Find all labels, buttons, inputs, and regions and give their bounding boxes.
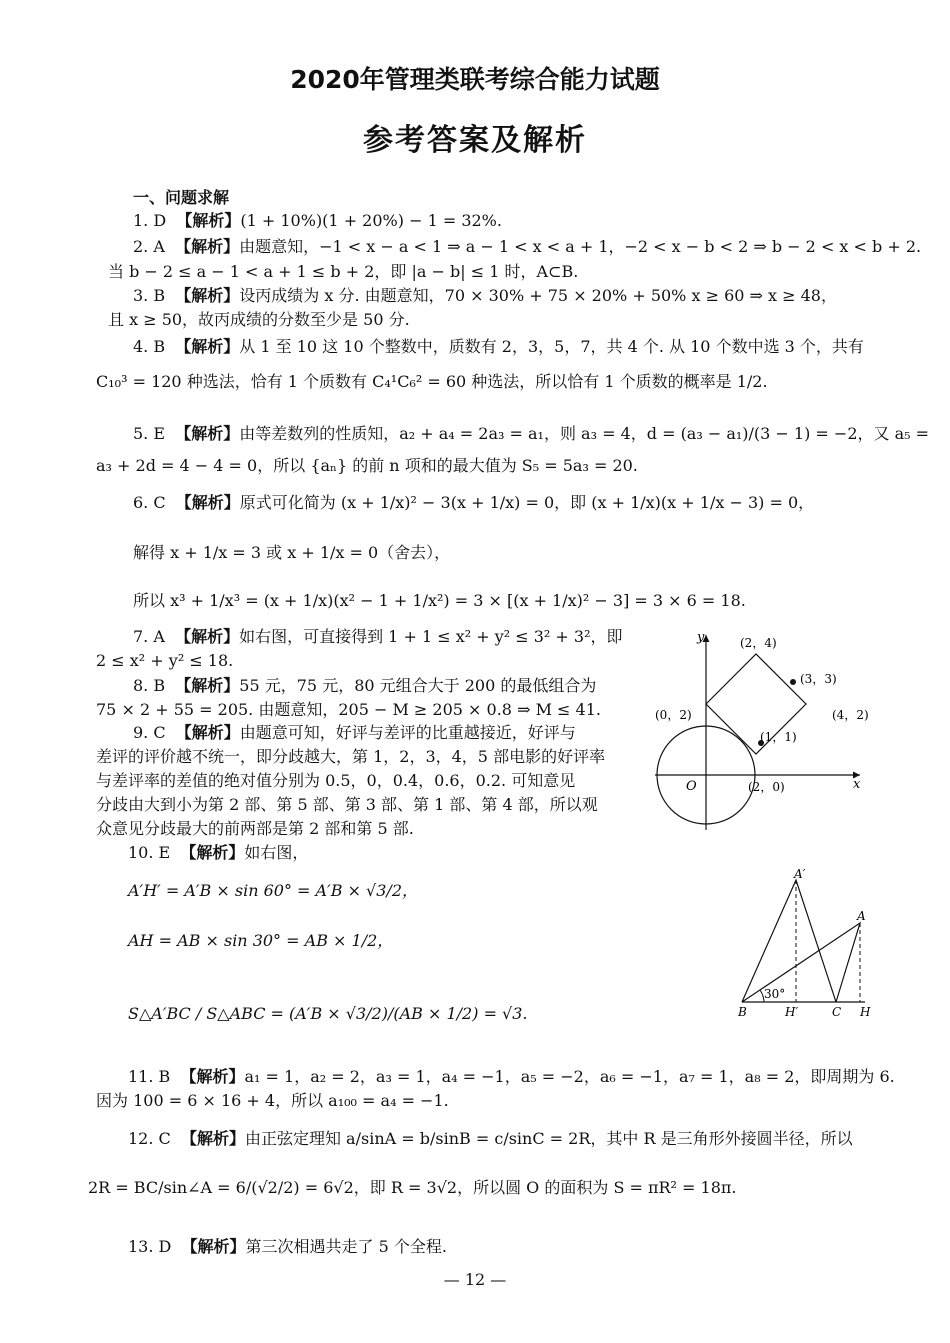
answer-tag: 【解析】 [175, 676, 240, 695]
answer-text: 由正弦定理知 a/sinA = b/sinB = c/sinC = 2R，其中 R 是三角形外接圆半径，所以 [244, 1129, 853, 1148]
answer-head: 9. C [133, 723, 166, 742]
x-axis-label: x [853, 777, 861, 792]
answer-tag: 【解析】 [180, 1129, 245, 1148]
answer-tag: 【解析】 [175, 493, 240, 512]
answer-3-line2: 且 x ≥ 50，故丙成绩的分数至少是 50 分. [108, 310, 410, 329]
answer-head: 1. D [133, 211, 167, 230]
answer-text: 设丙成绩为 x 分. 由题意知，70 × 30% + 75 × 20% + 50% x ≥ 60 ⇒ x ≥ 48， [239, 286, 837, 305]
section-heading: 一、问题求解 [133, 188, 230, 207]
angle-label: 30° [764, 987, 786, 1001]
answer-2 [133, 236, 921, 258]
answer-text: (1 + 10%)(1 + 20%) − 1 = 32%. [240, 211, 502, 230]
answer-7-line2: 2 ≤ x² + y² ≤ 18. [96, 651, 234, 670]
answer-4 [133, 336, 864, 358]
answer-text: a₁ = 1，a₂ = 2，a₃ = 1，a₄ = −1，a₅ = −2，a₆ = −1，a₇ = 1，a₈ = 2，即周期为 6. [244, 1067, 895, 1086]
answer-head: 11. B [128, 1067, 171, 1086]
answer-text: 如右图，可直接得到 1 + 1 ≤ x² + y² ≤ 3² + 3²，即 [239, 627, 623, 646]
answer-5-line2: a₃ + 2d = 4 − 4 = 0，所以 {aₙ} 的前 n 项和的最大值为 S₅ = 5a₃ = 20. [96, 456, 638, 475]
answer-3 [133, 285, 837, 307]
answer-tag: 【解析】 [181, 1237, 246, 1256]
figure-triangles [730, 868, 880, 1020]
origin-label: O [686, 779, 697, 794]
answer-8 [133, 675, 596, 697]
answer-tag: 【解析】 [175, 286, 240, 305]
answer-text: 由题意可知，好评与差评的比重越接近，好评与 [239, 723, 576, 742]
answer-7 [133, 626, 623, 648]
answer-9-line3: 与差评率的差值的绝对值分别为 0.5，0，0.4，0.6，0.2. 可知意见 [96, 771, 576, 790]
answer-head: 8. B [133, 676, 166, 695]
answer-head: 3. B [133, 286, 166, 305]
figure-square-circle [650, 625, 875, 835]
answer-text: 55 元，75 元，80 元组合大于 200 的最低组合为 [239, 676, 597, 695]
label-b: B [738, 1005, 747, 1019]
answer-tag: 【解析】 [180, 843, 245, 862]
label-0-2: (0，2) [655, 708, 692, 722]
y-axis-label: y [697, 630, 705, 645]
point-3-3 [790, 679, 796, 685]
page-number: — 12 — [443, 1270, 507, 1289]
label-a: A [857, 909, 866, 923]
answer-head: 13. D [128, 1237, 172, 1256]
answer-head: 10. E [128, 843, 171, 862]
answer-tag: 【解析】 [175, 424, 240, 443]
answer-tag: 【解析】 [175, 237, 240, 256]
answer-text: 从 1 至 10 这 10 个整数中，质数有 2，3，5，7，共 4 个. 从 10 个数中选 3 个，共有 [239, 337, 864, 356]
answer-head: 5. E [133, 424, 166, 443]
label-2-4: (2，4) [740, 636, 777, 650]
answer-text: 由题意知，−1 < x − a < 1 ⇒ a − 1 < x < a + 1，−2 < x − b < 2 ⇒ b − 2 < x < b + 2. [239, 237, 922, 256]
label-h: H [860, 1005, 871, 1019]
answer-1 [133, 210, 502, 232]
page-subtitle: 参考答案及解析 [363, 123, 587, 158]
answer-12 [128, 1128, 853, 1150]
answer-9-line5: 众意见分歧最大的前两部是第 2 部和第 5 部. [96, 819, 414, 838]
answer-text: 如右图， [244, 843, 309, 862]
answer-tag: 【解析】 [175, 337, 240, 356]
answer-tag: 【解析】 [176, 211, 241, 230]
answer-6-line3: 所以 x³ + 1/x³ = (x + 1/x)(x² − 1 + 1/x²) = 3 × [(x + 1/x)² − 3] = 3 × 6 = 18. [133, 591, 746, 610]
answer-13 [128, 1236, 447, 1258]
label-1-1: (1，1) [760, 730, 797, 744]
answer-6-line2: 解得 x + 1/x = 3 或 x + 1/x = 0（舍去）， [133, 543, 451, 562]
answer-text: 第三次相遇共走了 5 个全程. [245, 1237, 447, 1256]
answer-tag: 【解析】 [180, 1067, 245, 1086]
answer-4-line2: C₁₀³ = 120 种选法，恰有 1 个质数有 C₄¹C₆² = 60 种选法，所以恰有 1 个质数的概率是 1/2. [96, 372, 768, 391]
answer-6 [133, 492, 814, 514]
answer-9-line2: 差评的评价越不统一，即分歧越大，第 1，2，3，4，5 部电影的好评率 [96, 747, 606, 766]
answer-head: 2. A [133, 237, 165, 256]
answer-text: 由等差数列的性质知，a₂ + a₄ = 2a₃ = a₁，则 a₃ = 4，d = (a₃ − a₁)/(3 − 1) = −2，又 a₅ = [239, 424, 930, 443]
triangle-a-prime [742, 880, 836, 1002]
answer-2-line2: 当 b − 2 ≤ a − 1 < a + 1 ≤ b + 2，即 |a − b| ≤ 1 时，A⊂B. [108, 262, 579, 281]
label-2-0: (2，0) [748, 780, 785, 794]
answer-11-line2: 因为 100 = 6 × 16 + 4，所以 a₁₀₀ = a₄ = −1. [96, 1091, 449, 1110]
answer-9-line4: 分歧由大到小为第 2 部、第 5 部、第 3 部、第 1 部、第 4 部，所以观 [96, 795, 598, 814]
page-title: 2020年管理类联考综合能力试题 [290, 65, 660, 94]
answer-9 [133, 722, 576, 744]
answer-head: 6. C [133, 493, 166, 512]
label-4-2: (4，2) [832, 708, 869, 722]
answer-10 [128, 842, 308, 864]
label-h-prime: H′ [785, 1005, 799, 1019]
label-3-3: (3，3) [800, 672, 837, 686]
answer-8-line2: 75 × 2 + 55 = 205. 由题意知，205 − M ≥ 205 × 0.8 ⇒ M ≤ 41. [96, 700, 601, 719]
answer-11 [128, 1066, 895, 1088]
answer-head: 7. A [133, 627, 165, 646]
answer-text: 原式可化简为 (x + 1/x)² − 3(x + 1/x) = 0，即 (x + 1/x)(x + 1/x − 3) = 0， [239, 493, 815, 512]
answer-tag: 【解析】 [175, 627, 240, 646]
answer-tag: 【解析】 [175, 723, 240, 742]
answer-10-line3: AH = AB × sin 30° = AB × 1/2， [128, 931, 394, 950]
answer-10-line4: S△A′BC / S△ABC = (A′B × √3/2)/(AB × 1/2) = √3. [128, 1004, 528, 1023]
answer-head: 4. B [133, 337, 166, 356]
answer-5 [133, 423, 929, 445]
answer-12-line2: 2R = BC/sin∠A = 6/(√2/2) = 6√2，即 R = 3√2，所以圆 O 的面积为 S = πR² = 18π. [88, 1178, 737, 1197]
label-a-prime: A′ [794, 868, 806, 881]
answer-10-line2: A′H′ = A′B × sin 60° = A′B × √3/2， [128, 881, 419, 900]
label-c: C [832, 1005, 842, 1019]
answer-head: 12. C [128, 1129, 171, 1148]
